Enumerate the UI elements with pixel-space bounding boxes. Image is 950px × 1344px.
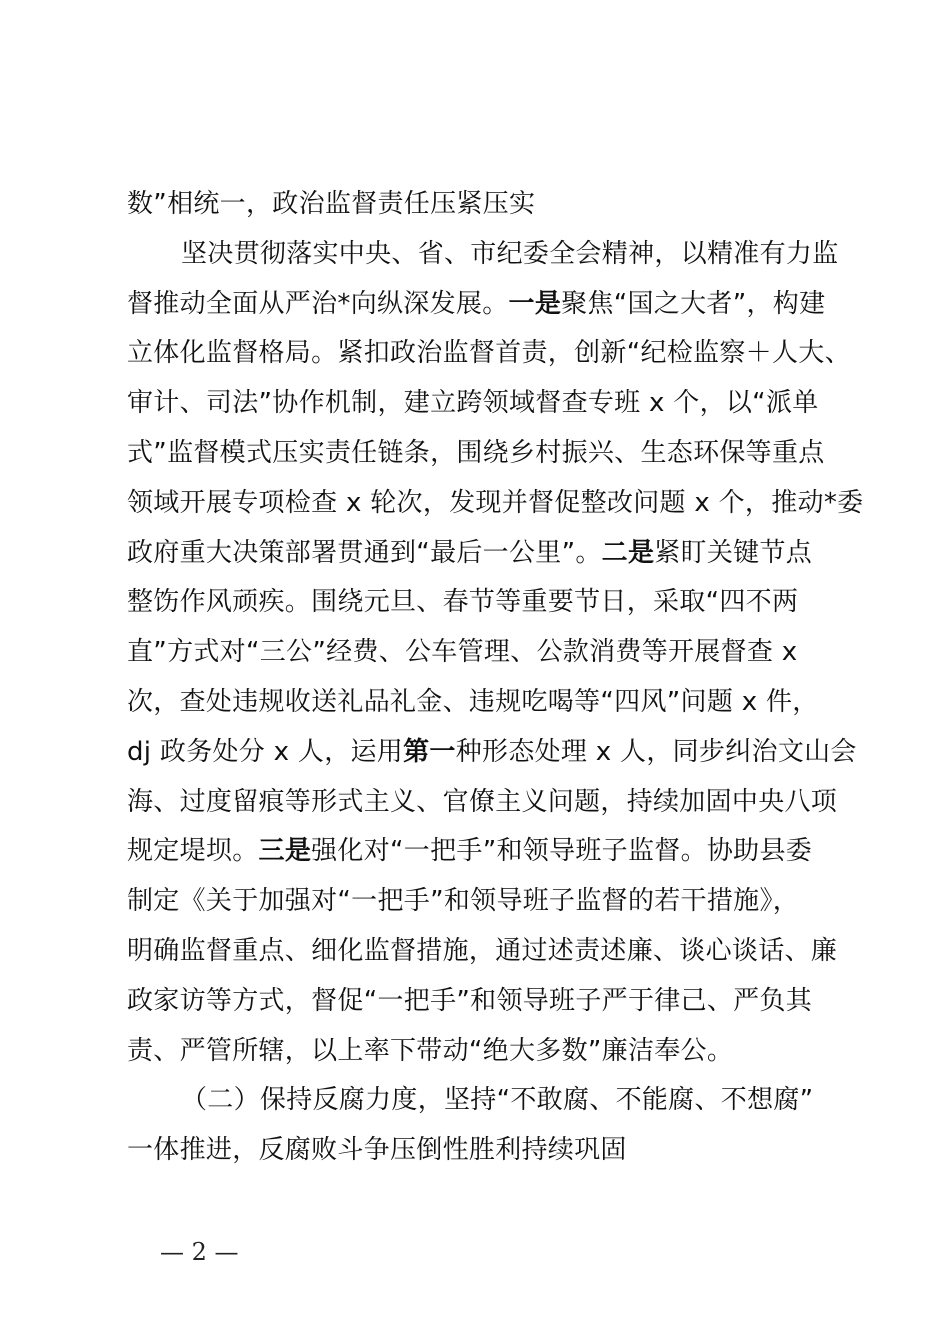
paragraph-line: 坚决贯彻落实中央、省、市纪委全会精神，以精准有力监 (181, 238, 839, 269)
paragraph-line: 规定堤坝。三是强化对“一把手”和领导班子监督。协助县委 (127, 836, 813, 867)
paragraph-line: 立体化监督格局。紧扣政治监督首责，创新“纪检监察＋人大、 (127, 338, 851, 369)
paragraph-line: 制定《关于加强对“一把手”和领导班子监督的若干措施》， (127, 886, 800, 917)
paragraph-line: 责、严管所辖，以上率下带动“绝大多数”廉洁奉公。 (127, 1035, 734, 1066)
paragraph-line: 直”方式对“三公”经费、公车管理、公款消费等开展督查 x (127, 637, 798, 668)
paragraph-line: 整饬作风顽疾。围绕元旦、春节等重要节日，采取“四不两 (127, 587, 799, 618)
paragraph-line: 式”监督模式压实责任链条，围绕乡村振兴、生态环保等重点 (127, 437, 825, 468)
section-heading-line: （二）保持反腐力度，坚持“不敢腐、不能腐、不想腐” (181, 1085, 814, 1116)
page-number: — 2 — (160, 1238, 239, 1266)
paragraph-line: 审计、司法”协作机制，建立跨领域督查专班 x 个，以“派单 (127, 388, 819, 419)
paragraph-line: dj 政务处分 x 人，运用第一种形态处理 x 人，同步纠治文山会 (127, 736, 857, 767)
paragraph-line: 领域开展专项检查 x 轮次，发现并督促整改问题 x 个，推动*委 (127, 487, 864, 518)
paragraph-line: 海、过度留痕等形式主义、官僚主义问题，持续加固中央八项 (127, 786, 838, 817)
paragraph-line: 督推动全面从严治*向纵深发展。一是聚焦“国之大者”，构建 (127, 288, 826, 319)
bold-marker: 一是 (508, 288, 562, 319)
paragraph-line: 政府重大决策部署贯通到“最后一公里”。二是紧盯关键节点 (127, 537, 813, 568)
paragraph-line: 明确监督重点、细化监督措施，通过述责述廉、谈心谈话、廉 (127, 935, 838, 966)
body-text (127, 180, 864, 1176)
section-heading-line: 一体推进，反腐败斗争压倒性胜利持续巩固 (127, 1135, 627, 1166)
heading-continuation: 数”相统一，政治监督责任压紧压实 (127, 189, 536, 219)
paragraph-line: 次，查处违规收送礼品礼金、违规吃喝等“四风”问题 x 件， (127, 686, 819, 717)
bold-marker: 第一 (403, 736, 456, 767)
bold-marker: 三是 (258, 836, 312, 867)
bold-marker: 二是 (601, 537, 655, 568)
paragraph-line: 政家访等方式，督促“一把手”和领导班子严于律己、严负其 (127, 985, 813, 1016)
